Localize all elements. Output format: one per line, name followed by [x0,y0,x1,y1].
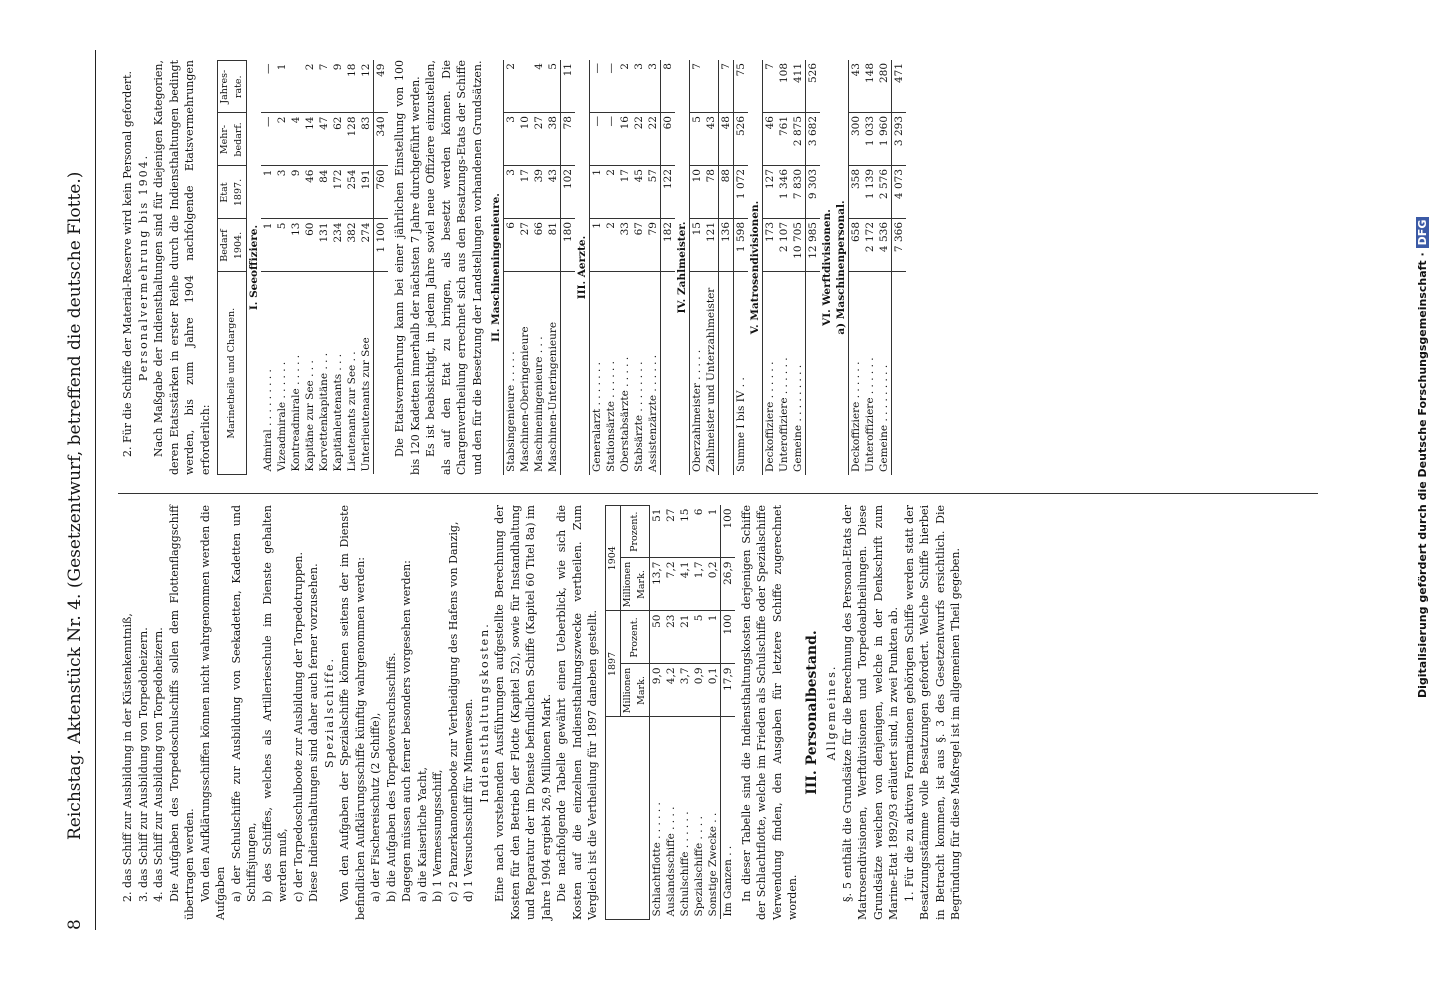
row-label: Schlachtflotte . . . . . . [649,717,664,920]
sum-label [719,272,734,476]
table-row [331,61,345,475]
cell-value: 411 [791,60,806,113]
section-sum-row [719,60,734,475]
row-label: Kapitäne zur See . . . [304,360,316,472]
right-p1: 2. Für die Schiffe der Material-Reserve wird kein Personal gefordert. [121,70,134,457]
row-label: Korvettenkapitäne . . . [318,352,330,472]
cell-value: 83 [359,113,374,166]
left-column [120,505,964,920]
section-title: III. Aerzte. [576,235,588,300]
table-row [678,506,692,920]
row-label: Oberstabsärzte . . . . . [619,356,631,472]
cell-value: 17 [518,166,532,219]
left-p22: 1. Für die zu aktiven Formationen gehörigen Schiffe werden statt der Besatzungsstämme volle Besatzungen gefordert. Welche Schiffe hierbei in Betracht kommen, ist aus §. 3 des Gesetzentwurfs ersichtlich. Die Begründung für diese Maßregel ist im allgemeinen Theil gegeben. [902,505,962,920]
row-label: Stabsärzte . . . . . . . . [633,361,645,472]
cost-col-pct-1904: Prozent. [620,506,649,559]
row-label: Admiral . . . . . . . . . [262,369,274,472]
row-label: Schulschiffe . . . . . . [678,811,691,917]
cell-value: 1 [590,166,605,219]
right-column [120,60,910,475]
cell-value: 66 [532,219,546,272]
row-label: Kontreadmirale . . . . . [290,354,302,472]
cell-value: 1 [261,219,275,272]
cell-value: 21 [678,611,692,664]
row-label: Spezialschiffe . . . . [692,816,705,917]
table-row [590,60,605,475]
cell-value: 1 [275,61,289,114]
digitization-stamp [1413,8,1433,698]
cell-value: 16 [618,113,632,166]
cell-value: 148 [863,60,877,113]
section-sum-row [892,60,907,475]
row-label: Generalarzt . . . . . . . [590,272,605,476]
cell-value: 9 [289,166,303,219]
cell-value [518,60,532,113]
cell-value: 23 [664,611,678,664]
row-label: Assistenzärzte . . . . . . [647,354,659,472]
cell-value: 1 [706,506,721,559]
cell-value: 100 [720,611,735,664]
cell-value: 3 [504,166,519,219]
right-p2: Nach Maßgabe der Indiensthaltungen sind für diejenigen Kategorien, deren Etatsstärken in erster Reihe durch die Indiensthaltungen bedingt werden, bis zum Jahre 1904 nachfolgende Etatsvermehrungen erforderlich: [152,60,212,475]
cell-value: 7,2 [664,558,678,611]
cell-value: 2 [504,60,519,113]
cell-value: 9,0 [649,664,664,717]
dfg-logo-icon: DFG [1416,217,1429,249]
table-row [646,60,661,475]
cost-year-1904: 1904 [605,506,620,612]
cell-value: 45 [632,166,646,219]
cell-value: 0,1 [706,664,721,717]
cell-value: 15 [678,506,692,559]
cell-value: 10 [518,113,532,166]
cell-value: 7 [763,60,778,113]
cell-value: 11 [561,60,576,113]
left-p9: Diese Indiensthaltungen sind daher auch ferner vorzusehen. [307,563,320,902]
section-sum-row [561,60,576,475]
cell-value: 234 [331,219,345,272]
cell-value: 3 [275,166,289,219]
col-bedarf-header: Bedarf 1904. [218,219,247,272]
sum-label [561,272,576,476]
row-label: Unterlieutenants zur See [360,337,372,472]
table-row [706,506,721,920]
cell-value: 1 960 [877,113,892,166]
cell-value: 79 [646,219,661,272]
cell-value: 2 [618,60,632,113]
cell-value: 60 [661,113,676,166]
cell-value: 27 [532,113,546,166]
cell-value: 4 [532,60,546,113]
cell-value: 5 [690,113,705,166]
right-p3: Die Etatsvermehrung kann bei einer jährlichen Einstellung von 100 bis 120 Kadetten innerhalb der nächsten 7 Jahre durchgeführt werden. [393,60,422,475]
left-p14: a) die Kaiserliche Yacht, [415,766,429,902]
cell-value: 1 [590,219,605,272]
left-p18: Eine nach vorstehenden Ausführungen aufgestellte Berechnung der Kosten für den Betrieb der Flotte (Kapitel 52), sowie für Instandhaltung und Reparatur der im Dienste befindlichen Schiffe (Kapitel 60 Titel 8a) im Jahre 1904 ergiebt 26,9 Millionen Mark. [493,505,553,920]
cell-value: 108 [777,60,791,113]
cell-value: 81 [546,219,561,272]
cell-value: 14 [303,113,317,166]
table-row [518,60,532,475]
table-row [289,61,303,475]
cell-value: 526 [734,113,749,166]
cell-value: 3 [504,113,519,166]
row-label: Gemeine . . . . . . . . . [792,364,804,472]
cell-value: 4 536 [877,219,892,272]
total-label: Summe I bis IV . . [734,272,749,476]
running-head-text: Reichstag. Aktenstück Nr. 4. (Gesetzentwurf, betreffend die deutsche Flotte.) [65,171,85,840]
sum-label [661,272,676,476]
cell-value: 2 [604,166,618,219]
cell-value: 13,7 [649,558,664,611]
cell-value: 131 [317,219,331,272]
table-row [649,506,664,920]
row-label: Maschinen-Oberingenieure [519,326,531,472]
row-label: Stationsärzte . . . . . . [605,360,617,472]
row-label: Auslandsschiffe . . . . [664,806,677,917]
cell-value: — [604,60,618,113]
section-sum-row [374,61,389,475]
cost-table [605,505,735,920]
cell-value [704,60,719,113]
cell-value: 27 [518,219,532,272]
grand-total-row [734,60,749,475]
table-row [791,60,806,475]
cell-value: 84 [317,166,331,219]
cell-value: 2 107 [777,219,791,272]
cell-value: 7 [317,61,331,114]
cell-value: 5 [275,219,289,272]
cell-value: 4 073 [892,166,907,219]
left-p12: b) die Aufgaben des Torpedoversuchsschiffs. [384,652,398,902]
left-p5: Von den Aufklärungsschiffen können nicht wahrgenommen werden die Aufgaben [198,505,227,920]
cell-value: 180 [561,219,576,272]
left-p7: b) des Schiffes, welches als Artillerieschule im Dienste gehalten werden muß, [260,505,289,902]
cell-value: 22 [646,113,661,166]
cell-value: 7 [719,60,734,113]
col-label-header: Marinetheile und Chargen. [218,272,247,475]
cell-value: — [261,113,275,166]
table-row [849,60,864,475]
cell-value: 33 [618,219,632,272]
cell-value: 48 [719,113,734,166]
table-row [604,60,618,475]
cost-col-pct-1897: Prozent. [620,611,649,664]
cell-value: 4 [289,113,303,166]
cell-value: — [590,60,605,113]
cell-value: 3,7 [678,664,692,717]
cell-value: 1 100 [374,219,389,272]
cell-value: 128 [345,113,359,166]
cell-value: 6 [504,219,519,272]
cell-value: 8 [661,60,676,113]
table-row [692,506,706,920]
cell-value: 136 [719,219,734,272]
row-label: Gemeine . . . . . . . . . [878,364,890,472]
allgemeines-heading: Allgemeines. [825,664,838,761]
cell-value: 51 [649,506,664,559]
cell-value: 43 [704,113,719,166]
section-sum-row [806,60,821,475]
cell-value: 27 [664,506,678,559]
cell-value: 12 [359,61,374,114]
table-row [664,506,678,920]
personnel-table-2 [489,60,906,475]
left-p11: a) der Fischereischutz (2 Schiffe), [369,712,382,902]
section-sum-row [661,60,676,475]
cell-value: 127 [763,166,778,219]
cell-value: 658 [849,219,864,272]
cell-value: 340 [374,113,389,166]
cell-value: 78 [561,113,576,166]
personalbestand-heading: III. Personalbestand. [803,630,820,795]
running-head [60,50,90,930]
cost-col-mio-1904: Millionen Mark. [620,558,649,611]
cell-value: — [590,113,605,166]
cell-value: 75 [734,60,749,113]
cell-value: 0,9 [692,664,706,717]
table-row [504,60,519,475]
cell-value: 1 598 [734,219,749,272]
cell-value: 3 293 [892,113,907,166]
table-row [618,60,632,475]
row-label: Deckoffiziere . . . . . . [763,272,778,476]
cell-value: 9 303 [806,166,821,219]
page-number: 8 [65,919,85,930]
section-title: IV. Zahlmeister. [676,221,688,314]
cell-value: 17,9 [720,664,735,717]
row-label: Unteroffiziere . . . . . . [864,357,876,472]
left-p2: 3. das Schiff zur Ausbildung von Torpedoheizern. [136,627,150,902]
cell-value: 122 [661,166,676,219]
section-title: VI. Werftdivisionen. [821,209,833,326]
cell-value: 191 [359,166,374,219]
cell-value: 15 [690,219,705,272]
cell-value: — [261,61,275,114]
personnel-table-1 [217,60,388,475]
row-label: Stabsingenieure . . . . . [504,272,519,476]
cell-value: 3 [632,60,646,113]
cost-col-mio-1897: Millionen Mark. [620,664,649,717]
cell-value: 4,2 [664,664,678,717]
cell-value: 2 [275,113,289,166]
cell-value: 3 682 [806,113,821,166]
cell-value: 7 830 [791,166,806,219]
cell-value: 358 [849,166,864,219]
cell-value: 12 985 [806,219,821,272]
table-row [359,61,374,475]
table-row [345,61,359,475]
cell-value: 121 [704,219,719,272]
table-total-row [720,506,735,920]
indiensthaltungskosten-heading: Indiensthaltungskosten. [477,622,491,803]
table-row [632,60,646,475]
cell-value: 22 [632,113,646,166]
left-p1: 2. das Schiff zur Ausbildung in der Küstenkenntniß, [121,613,134,902]
table-row [532,60,546,475]
sum-label [374,272,389,475]
left-p21: §. 5 enthält die Grundsätze für die Berechnung des Personal-Etats der Matrosendivisionen, Werftdivisionen und Torpedoabtheilungen. Diese Grundsätze weichen von denjenigen, welche in der Denkschrift zum Marine-Etat 1892/93 erläutert sind, in zwei Punkten ab. [840,505,900,920]
cell-value: 10 [690,166,705,219]
cell-value: 1 072 [734,166,749,219]
cell-value: 39 [532,166,546,219]
table-row [261,61,275,475]
cell-value: 761 [777,113,791,166]
table-row [863,60,877,475]
sum-label [892,272,907,476]
cell-value: 172 [331,166,345,219]
cell-value: 78 [704,166,719,219]
cost-year-1897: 1897 [605,611,620,717]
cell-value: 0,2 [706,558,721,611]
cell-value: 6 [692,506,706,559]
left-p15: b) 1 Vermessungsschiff, [431,769,444,902]
row-label: Kapitänleutenants . . . [332,353,344,472]
table-row [690,60,705,475]
left-p17: d) 1 Versuchsschiff für Minenwesen. [462,698,475,902]
table-row [777,60,791,475]
cell-value: 1 [706,611,721,664]
left-p3: 4. das Schiff zur Ausbildung von Torpedoheizern. [152,627,165,902]
cell-value: 760 [374,166,389,219]
cell-value: 100 [720,506,735,559]
left-p6: a) der Schulschiffe zur Ausbildung von Seekadetten, Kadetten und Schiffsjungen, [229,505,258,902]
col-jahresrate-header: Jahres-rate. [218,61,247,114]
cell-value: 1,7 [692,558,706,611]
cell-value: 88 [719,166,734,219]
left-p4: Die Aufgaben des Torpedoschulschiffs sollen dem Flottenflaggschiff übertragen werden. [167,505,196,920]
cell-value: 280 [877,60,892,113]
spezialschiffe-heading: Spezialschiffe. [322,656,336,769]
table-row [275,61,289,475]
column-divider [118,493,1318,494]
cell-value: 2 576 [877,166,892,219]
cell-value: 46 [763,113,778,166]
cell-value: 17 [618,166,632,219]
stamp-text: Digitalisierung gefördert durch die Deutsche Forschungsgemeinschaft · [1416,252,1429,698]
section-title: II. Maschineningenieure. [490,193,502,342]
sum-label [806,272,821,476]
cell-value: 1 139 [863,166,877,219]
cell-value: 526 [806,60,821,113]
row-label: Oberzahlmeister . . . . . [690,272,705,476]
row-label: Unteroffiziere . . . . . . [778,357,790,472]
col-mehrbedarf-header: Mehr-bedarf. [218,113,247,166]
table-row [877,60,892,475]
cell-value: 5 [692,611,706,664]
cell-value: 1 [261,166,275,219]
cell-value: 2 [604,219,618,272]
cell-value [289,61,303,114]
cell-value: 274 [359,219,374,272]
row-label: Maschineningenieure . . . [533,336,545,472]
table-row [317,61,331,475]
cost-table-corner [605,717,649,920]
cell-value: 57 [646,166,661,219]
section-title: V. Matrosendivisionen. [749,200,761,335]
left-p13: Dagegen müssen auch ferner besonders vorgesehen werden: [400,560,413,902]
section-subtitle: a) Maschinenpersonal. [835,200,847,335]
row-label: Vizeadmirale . . . . . . [276,361,288,472]
table-row [546,60,561,475]
row-label: Lieutenants zur See . . [346,351,358,472]
cell-value: 38 [546,113,561,166]
right-p4: Es ist beabsichtigt, in jedem Jahre soviel neue Offiziere einzustellen, als auf den Etat zu bringen, als besetzt werden können. Die Chargenvertheilung errechnet sich aus den Besatzungs-Etats der Schiffe und den für die Besetzung der Landstellungen vorhandenen Grundsätzen. [424,60,484,475]
cell-value: 47 [317,113,331,166]
row-label: Im Ganzen . . [720,717,735,920]
row-label: Sonstige Zwecke . . [706,812,719,917]
cell-value: 3 [646,60,661,113]
left-p10: Von den Aufgaben der Spezialschiffe können seitens der im Dienste befindlichen Aufklärungsschiffe künftig wahrgenommen werden: [338,505,367,920]
section-title: I. Seeoffiziere. [248,224,260,311]
cell-value: 102 [561,166,576,219]
cell-value: 2 [303,61,317,114]
cell-value: 9 [331,61,345,114]
cell-value: 10 705 [791,219,806,272]
row-label: Maschinen-Unteringenieure [547,321,559,472]
cell-value: 2 875 [791,113,806,166]
cell-value: 50 [649,611,664,664]
row-label: Deckoffiziere . . . . . . [849,272,864,476]
table-row [303,61,317,475]
cell-value: 46 [303,166,317,219]
col-etat-header: Etat 1897. [218,166,247,219]
cell-value: 43 [849,60,864,113]
row-label: Zahlmeister und Unterzahlmeister [705,287,717,472]
cell-value: 182 [661,219,676,272]
left-p20: In dieser Tabelle sind die Indiensthaltungskosten derjenigen Schiffe der Schlachtflotte, welche im Frieden als Schulschiffe oder Spezialschiffe Verwendung finden, den Ausgaben für letztere Schiffe zugerechnet worden. [739,505,799,920]
cell-value: 43 [546,166,561,219]
cell-value: — [604,113,618,166]
cell-value: 18 [345,61,359,114]
cell-value: 67 [632,219,646,272]
left-p16: c) 2 Panzerkanonenboote zur Vertheidigung des Hafens von Danzig, [446,521,460,902]
cell-value: 62 [331,113,345,166]
left-p19: Die nachfolgende Tabelle gewährt einen Ueberblick, wie sich die Kosten auf die einzelnen Indiensthaltungszwecke vertheilen. Zum Vergleich ist die Vertheilung für 1897 daneben gestellt. [555,505,599,920]
cell-value: 26,9 [720,558,735,611]
table-row [763,60,778,475]
cell-value: 2 172 [863,219,877,272]
cell-value: 382 [345,219,359,272]
cell-value: 254 [345,166,359,219]
cell-value: 1 346 [777,166,791,219]
cell-value: 300 [849,113,864,166]
cell-value: 4,1 [678,558,692,611]
header-rule [95,50,96,930]
cell-value: 173 [763,219,778,272]
cell-value: 7 [690,60,705,113]
cell-value: 49 [374,61,389,114]
personalvermehrung-heading: Personalvermehrung bis 1904. [136,153,150,382]
cell-value: 471 [892,60,907,113]
cell-value: 7 366 [892,219,907,272]
left-p8: c) der Torpedoschulboote zur Ausbildung der Torpedotruppen. [291,552,305,902]
cell-value: 5 [546,60,561,113]
cell-value: 1 033 [863,113,877,166]
cell-value: 60 [303,219,317,272]
cell-value: 13 [289,219,303,272]
table-row [704,60,719,475]
